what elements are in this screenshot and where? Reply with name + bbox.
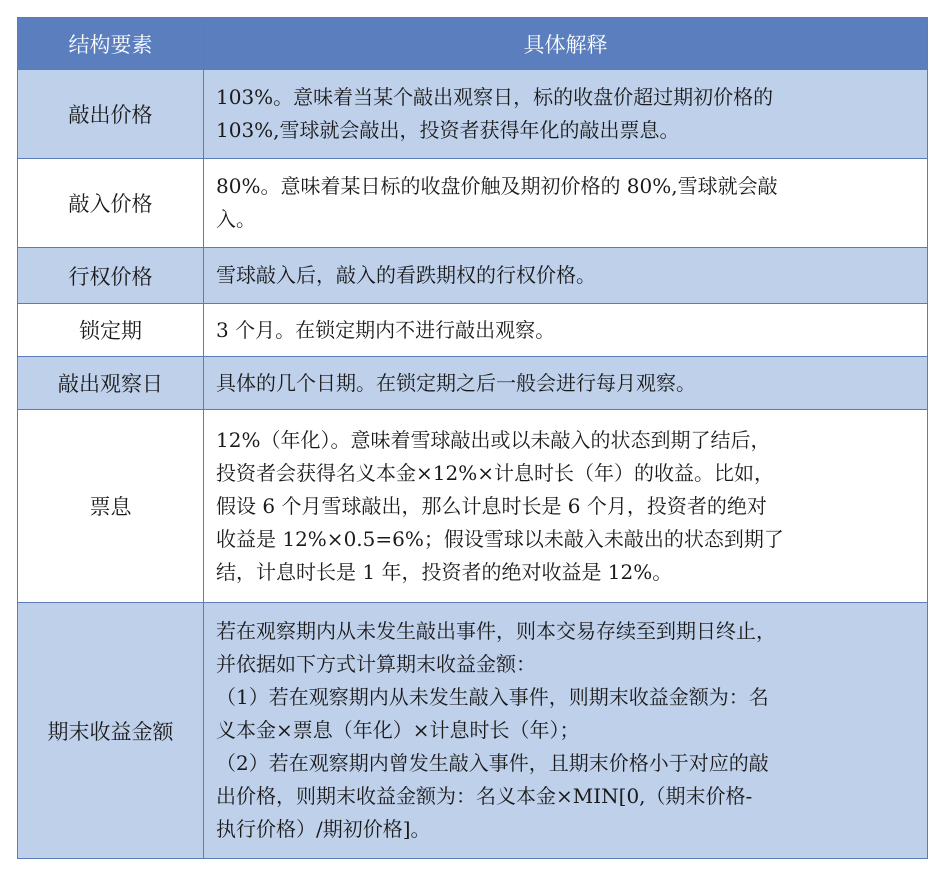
header-term: 结构要素: [18, 18, 204, 70]
explanation-line: 出价格，则期末收益金额为：名义本金×MIN[0,（期末价格-: [216, 784, 753, 808]
table-row-lock-period: [18, 304, 928, 357]
table-row-knock-in-price: [18, 159, 928, 248]
explanation-line: 执行价格）/期初价格]。: [216, 817, 431, 841]
row-explanation: [204, 410, 928, 603]
explanation-line: 结，计息时长是 1 年，投资者的绝对收益是 12%。: [216, 559, 673, 584]
explanation-line: 80%。意味着某日标的收盘价触及期初价格的 80%,雪球就会敲: [216, 174, 778, 198]
explanation-line: （2）若在观察期内曾发生敲入事件，且期末价格小于对应的敲: [216, 751, 769, 775]
row-term: 锁定期: [18, 304, 204, 357]
table-row-knock-out-observation-date: [18, 357, 928, 410]
table-row-strike-price: [18, 248, 928, 304]
row-explanation: [204, 304, 928, 357]
explanation-line: 收益是 12%×0.5=6%；假设雪球以未敲入未敲出的状态到期了: [216, 526, 784, 551]
explanation-line: （1）若在观察期内从未发生敲入事件，则期末收益金额为：名: [216, 685, 769, 709]
row-explanation: [204, 70, 928, 159]
explanation-line: 具体的几个日期。在锁定期之后一般会进行每月观察。: [216, 370, 696, 395]
explanation-line: 3 个月。在锁定期内不进行敲出观察。: [216, 317, 556, 342]
header-explanation: 具体解释: [204, 18, 928, 70]
row-explanation: [204, 357, 928, 410]
header-row: [18, 18, 928, 70]
row-term: 敲出价格: [18, 70, 204, 159]
row-term: 敲入价格: [18, 159, 204, 248]
explanation-line: 并依据如下方式计算期末收益金额：: [216, 652, 536, 676]
row-explanation: [204, 603, 928, 859]
snowball-terms-table: [17, 17, 928, 859]
row-explanation: [204, 159, 928, 248]
explanation-line: 103%。意味着当某个敲出观察日，标的收盘价超过期初价格的: [216, 85, 774, 109]
explanation-line: 103%,雪球就会敲出，投资者获得年化的敲出票息。: [216, 118, 680, 142]
table-body: [18, 70, 928, 859]
explanation-line: 假设 6 个月雪球敲出，那么计息时长是 6 个月，投资者的绝对: [216, 493, 767, 518]
row-explanation: [204, 248, 928, 304]
table-row-knock-out-price: [18, 70, 928, 159]
explanation-line: 12%（年化）。意味着雪球敲出或以未敲入的状态到期了结后，: [216, 427, 771, 452]
table-header: [18, 18, 928, 70]
explanation-line: 入。: [216, 207, 256, 231]
table-row-final-payoff: [18, 603, 928, 859]
row-term: 期末收益金额: [18, 603, 204, 859]
explanation-line: 投资者会获得名义本金×12%×计息时长（年）的收益。比如，: [216, 460, 774, 485]
table-row-coupon: [18, 410, 928, 603]
row-term: 敲出观察日: [18, 357, 204, 410]
row-term: 票息: [18, 410, 204, 603]
explanation-line: 义本金×票息（年化）×计息时长（年）；: [216, 718, 580, 742]
explanation-line: 若在观察期内从未发生敲出事件，则本交易存续至到期日终止，: [216, 619, 776, 643]
row-term: 行权价格: [18, 248, 204, 304]
explanation-line: 雪球敲入后，敲入的看跌期权的行权价格。: [216, 263, 596, 287]
